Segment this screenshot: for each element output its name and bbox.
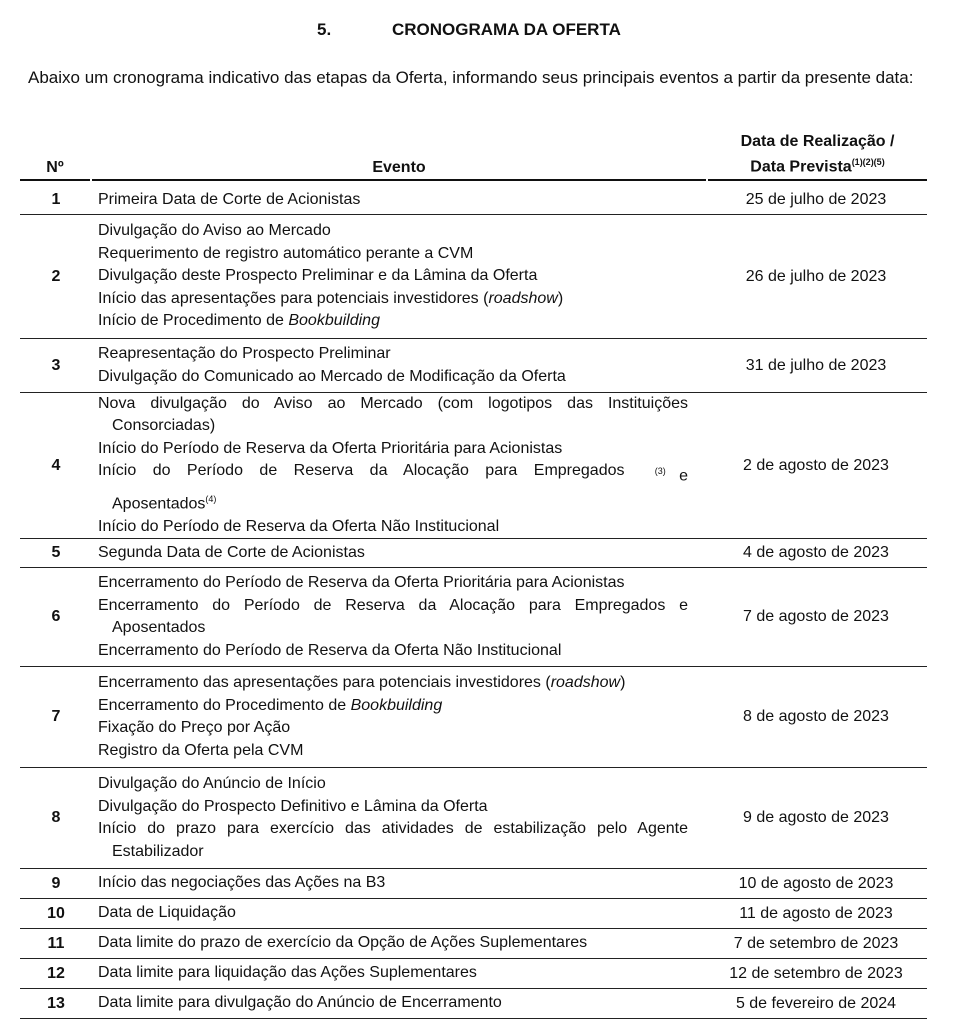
event-line-part: Aposentados: [112, 495, 206, 513]
section-number: 5.: [317, 20, 332, 39]
row-number: 11: [47, 934, 65, 952]
row-events: [92, 570, 688, 664]
event-line: Nova divulgação do Aviso ao Mercado (com logotipos das Instituições: [98, 394, 688, 412]
event-line: Encerramento do Período de Reserva da Oferta Não Institucional: [98, 641, 562, 659]
event-line: Início das apresentações para potenciais investidores (roadshow): [98, 289, 564, 307]
event-line-part: Início do Período de Reserva da Alocação para Empregados: [98, 462, 625, 480]
event-line: Reapresentação do Prospecto Preliminar: [98, 345, 391, 362]
header-date-line2: Data Prevista: [750, 158, 852, 175]
event-line: Data limite do prazo de exercício da Opção de Ações Suplementares: [98, 934, 588, 952]
row-events: [92, 990, 688, 1017]
schedule-table: [20, 132, 927, 1019]
row-events: [92, 670, 688, 764]
row-date: 7 de agosto de 2023: [743, 608, 889, 625]
event-line: Divulgação do Prospecto Definitivo e Lâmina da Oferta: [98, 797, 488, 815]
event-line: Registro da Oferta pela CVM: [98, 741, 304, 759]
table-row: [20, 667, 927, 768]
row-events: [92, 930, 688, 957]
event-line: Início das negociações das Ações na B3: [98, 874, 386, 892]
event-line: Divulgação deste Prospecto Preliminar e da Lâmina da Oferta: [98, 267, 538, 285]
row-number: 12: [47, 964, 65, 982]
row-number: 6: [51, 608, 61, 625]
row-number: 13: [47, 994, 65, 1012]
event-line: Início de Procedimento de Bookbuilding: [98, 312, 380, 330]
row-events: [92, 900, 688, 927]
row-date: 8 de agosto de 2023: [743, 708, 889, 725]
row-number: 7: [51, 708, 61, 725]
event-line: Início do Período de Reserva da Oferta Prioritária para Acionistas: [98, 439, 563, 457]
row-events: [92, 218, 688, 335]
event-line: Data de Liquidação: [98, 904, 236, 922]
row-number: 9: [51, 874, 61, 892]
event-line-text: [98, 460, 641, 488]
footnote-ref: (3): [654, 466, 666, 477]
header-date: [708, 131, 927, 181]
intro-paragraph: Abaixo um cronograma indicativo das etapas da Oferta, informando seus principais eventos a partir da presente data:: [28, 68, 914, 87]
row-date: 12 de setembro de 2023: [729, 964, 903, 982]
row-events: [92, 960, 688, 987]
event-line: Segunda Data de Corte de Acionistas: [98, 543, 365, 561]
row-events: [92, 540, 688, 567]
event-line: [98, 488, 688, 516]
row-date: 5 de fevereiro de 2024: [735, 994, 897, 1012]
table-row: [20, 339, 927, 393]
header-event: Evento: [92, 159, 706, 181]
row-number: 5: [51, 544, 61, 561]
row-date: 9 de agosto de 2023: [743, 809, 889, 826]
row-number: 8: [51, 809, 61, 826]
event-line: Divulgação do Anúncio de Início: [98, 775, 326, 792]
row-date: 7 de setembro de 2023: [733, 934, 899, 952]
row-events: [92, 391, 688, 541]
header-number: Nº: [20, 159, 90, 181]
row-date: 31 de julho de 2023: [745, 356, 887, 374]
footnote-ref: (4): [205, 494, 217, 504]
event-line: Encerramento do Período de Reserva da Oferta Prioritária para Acionistas: [98, 574, 625, 591]
table-row: [20, 768, 927, 869]
table-row: [20, 539, 927, 568]
row-events: [92, 341, 688, 390]
event-line: Divulgação do Comunicado ao Mercado de Modificação da Oferta: [98, 367, 566, 385]
row-number: 4: [51, 456, 61, 474]
header-date-notes: (1)(2)(5): [851, 156, 885, 167]
event-line: Estabilizador: [112, 842, 204, 860]
event-line: Encerramento das apresentações para potenciais investidores (roadshow): [98, 674, 626, 691]
header-date-line1: Data de Realização /: [740, 132, 895, 150]
event-line: Requerimento de registro automático perante a CVM: [98, 244, 474, 262]
event-line: Aposentados: [112, 619, 206, 636]
table-row: [20, 393, 927, 539]
table-row: [20, 568, 927, 667]
table-row: [20, 186, 927, 215]
row-events: [92, 870, 688, 897]
table-row: [20, 989, 927, 1019]
table-row: [20, 899, 927, 929]
row-date: 26 de julho de 2023: [745, 267, 887, 285]
event-line: Encerramento do Procedimento de Bookbuilding: [98, 696, 443, 714]
row-date: 25 de julho de 2023: [745, 191, 887, 208]
event-line-part: e: [679, 467, 688, 485]
row-date: 11 de agosto de 2023: [739, 904, 893, 922]
table-row: [20, 959, 927, 989]
event-line: Início do Período de Reserva da Oferta Não Institucional: [98, 517, 500, 535]
row-date: 10 de agosto de 2023: [738, 874, 894, 892]
event-line: Consorciadas): [112, 417, 216, 435]
row-events: [92, 187, 688, 214]
row-date: 2 de agosto de 2023: [743, 456, 889, 474]
table-header: [20, 132, 927, 186]
event-line: Divulgação do Aviso ao Mercado: [98, 222, 331, 240]
section-heading: [0, 20, 965, 42]
row-date: 4 de agosto de 2023: [743, 544, 889, 561]
event-line: Data limite para liquidação das Ações Suplementares: [98, 964, 477, 982]
row-number: 10: [47, 904, 65, 922]
row-number: 2: [51, 267, 61, 285]
table-row: [20, 929, 927, 959]
row-number: 1: [51, 191, 61, 208]
event-line: [98, 460, 688, 488]
event-line: Primeira Data de Corte de Acionistas: [98, 190, 361, 208]
event-line: Data limite para divulgação do Anúncio de Encerramento: [98, 994, 502, 1012]
row-events: [92, 771, 688, 865]
section-title: CRONOGRAMA DA OFERTA: [392, 20, 621, 39]
table-row: [20, 215, 927, 339]
table-row: [20, 869, 927, 899]
row-number: 3: [51, 356, 61, 374]
event-line: Fixação do Preço por Ação: [98, 719, 291, 736]
event-line: Encerramento do Período de Reserva da Alocação para Empregados e: [98, 596, 688, 614]
event-line: Início do prazo para exercício das atividades de estabilização pelo Agente: [98, 820, 688, 837]
event-line-part: [655, 460, 688, 488]
